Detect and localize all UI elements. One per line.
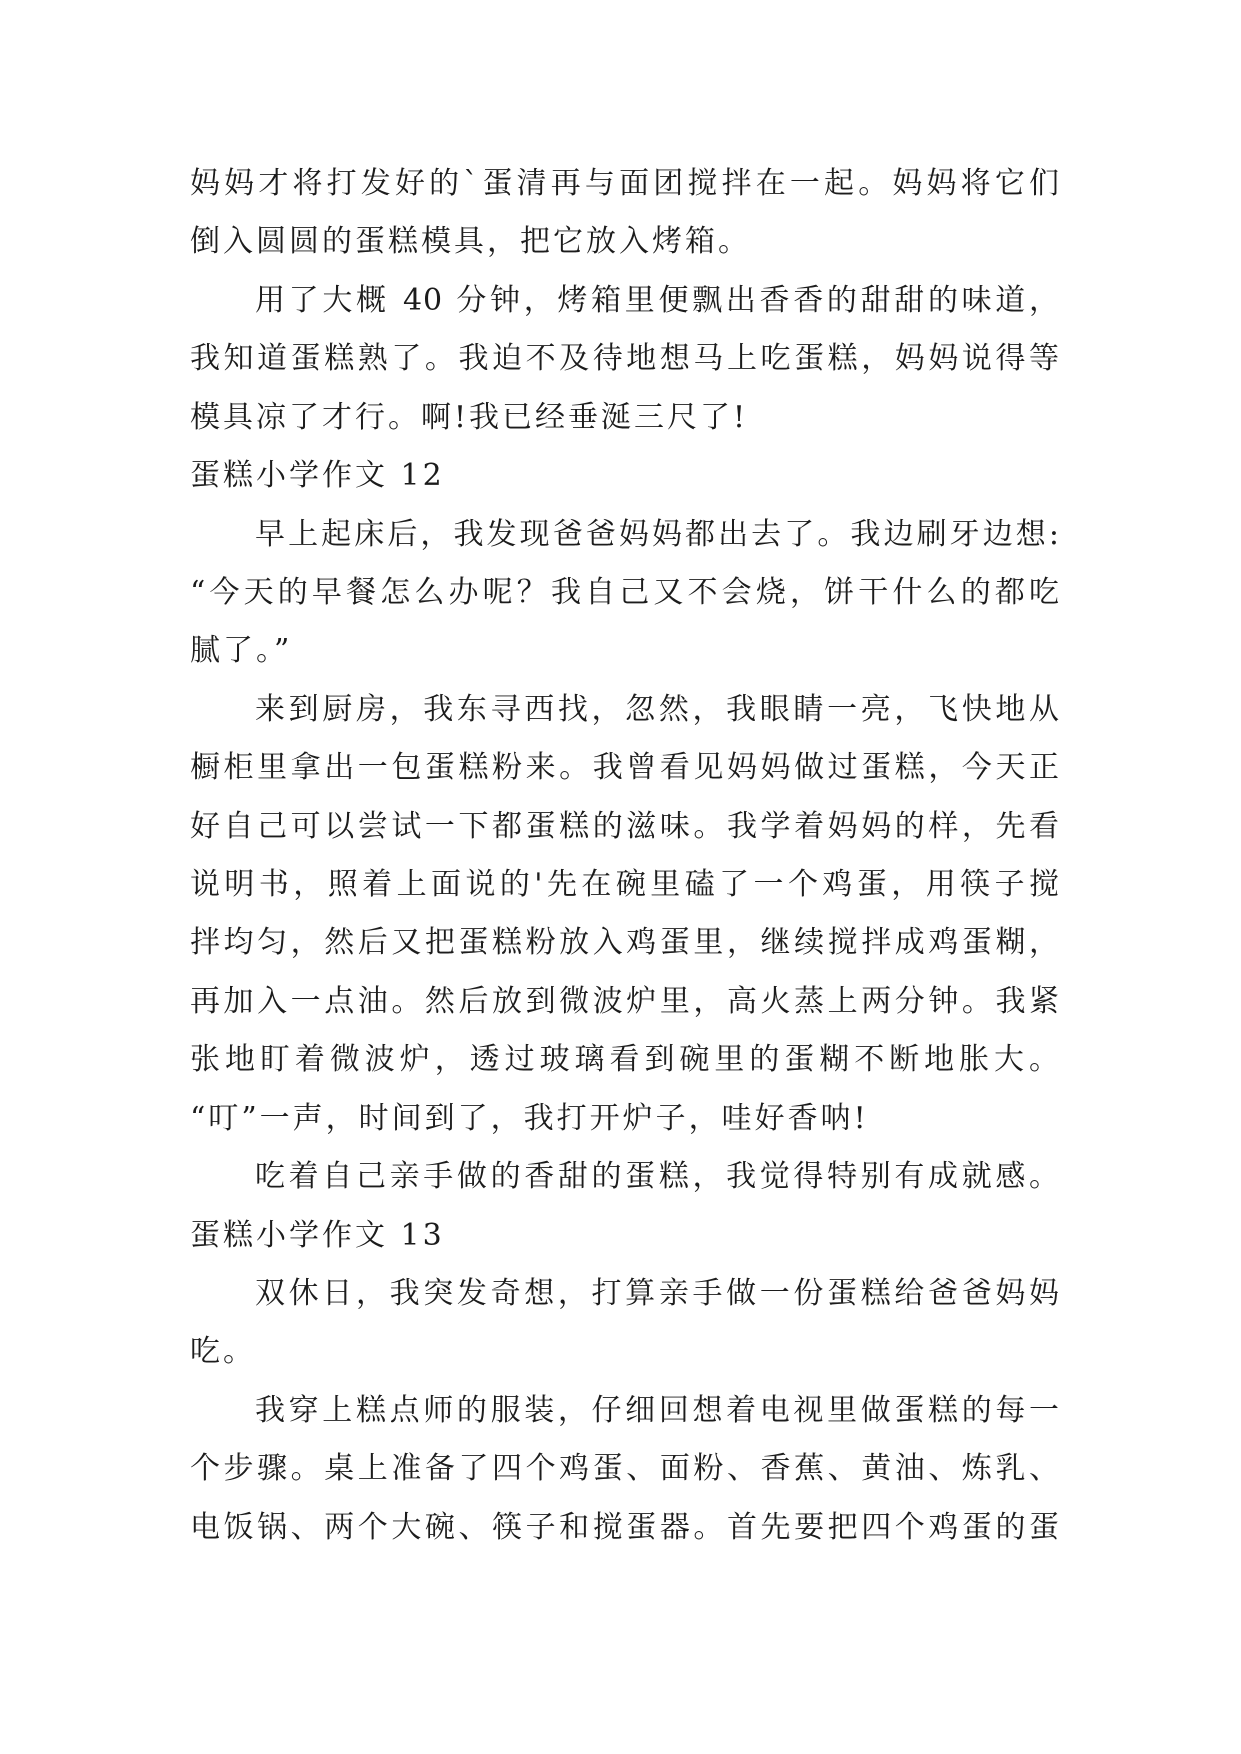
body-text-line: 再加入一点油。然后放到微波炉里，高火蒸上两分钟。我紧 xyxy=(190,983,1060,1019)
paragraph-first-line: 早上起床后，我发现爸爸妈妈都出去了。我边刷牙边想: xyxy=(255,516,1060,552)
body-text-line: 吃。 xyxy=(190,1334,256,1370)
body-text-line: 好自己可以尝试一下都蛋糕的滋味。我学着妈妈的样，先看 xyxy=(190,808,1060,844)
body-text-line: 模具凉了才行。啊!我已经垂涎三尺了! xyxy=(190,399,749,435)
body-text-line: 腻了。” xyxy=(190,633,293,669)
body-text-line: 倒入圆圆的蛋糕模具，把它放入烤箱。 xyxy=(190,224,751,260)
section-heading: 蛋糕小学作文 12 xyxy=(190,458,445,494)
paragraph-first-line: 吃着自己亲手做的香甜的蛋糕，我觉得特别有成就感。 xyxy=(255,1159,1060,1195)
body-text-line: “叮”一声，时间到了，我打开炉子，哇好香呐! xyxy=(190,1100,869,1136)
body-text-line: 说明书，照着上面说的'先在碗里磕了一个鸡蛋，用筷子搅 xyxy=(190,867,1060,903)
body-text-line: 电饭锅、两个大碗、筷子和搅蛋器。首先要把四个鸡蛋的蛋 xyxy=(190,1509,1060,1545)
body-text-line: 橱柜里拿出一包蛋糕粉来。我曾看见妈妈做过蛋糕，今天正 xyxy=(190,750,1060,786)
body-text-line: 我知道蛋糕熟了。我迫不及待地想马上吃蛋糕，妈妈说得等 xyxy=(190,341,1060,377)
body-text-line: “今天的早餐怎么办呢？我自己又不会烧，饼干什么的都吃 xyxy=(190,574,1060,610)
body-text-line: 妈妈才将打发好的`蛋清再与面团搅拌在一起。妈妈将它们 xyxy=(190,166,1060,201)
paragraph-first-line: 来到厨房，我东寻西找，忽然，我眼睛一亮，飞快地从 xyxy=(255,691,1060,727)
body-text-line: 张地盯着微波炉，透过玻璃看到碗里的蛋糊不断地胀大。 xyxy=(190,1042,1060,1078)
paragraph-first-line: 双休日，我突发奇想，打算亲手做一份蛋糕给爸爸妈妈 xyxy=(255,1276,1060,1312)
document-body xyxy=(190,155,1060,1557)
paragraph-first-line: 用了大概 40 分钟，烤箱里便飘出香香的甜甜的味道， xyxy=(255,282,1060,318)
paragraph-first-line: 我穿上糕点师的服装，仔细回想着电视里做蛋糕的每一 xyxy=(255,1392,1060,1428)
body-text-line: 拌均匀，然后又把蛋糕粉放入鸡蛋里，继续搅拌成鸡蛋糊， xyxy=(190,925,1060,961)
section-heading: 蛋糕小学作文 13 xyxy=(190,1217,445,1253)
body-text-line: 个步骤。桌上准备了四个鸡蛋、面粉、香蕉、黄油、炼乳、 xyxy=(190,1451,1060,1487)
